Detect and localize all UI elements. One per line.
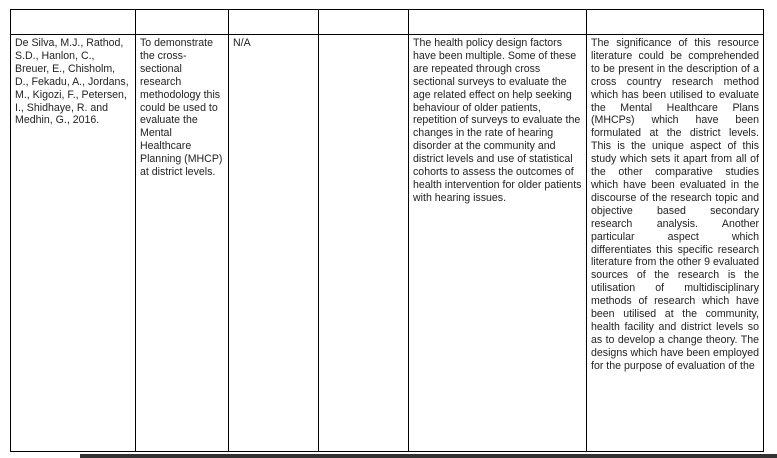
findings-cell	[409, 35, 587, 452]
author-cell	[11, 35, 136, 452]
header-cell	[319, 10, 409, 35]
na-cell	[229, 35, 319, 452]
literature-table	[10, 9, 764, 452]
significance-cell	[587, 35, 764, 452]
empty-cell	[319, 35, 409, 452]
table-header-row	[11, 10, 764, 35]
header-cell	[409, 10, 587, 35]
header-cell	[229, 10, 319, 35]
table-row	[11, 35, 764, 452]
horizontal-scrollbar[interactable]	[80, 454, 777, 458]
author-citation: De Silva, M.J., Rathod, S.D., Hanlon, C., Breuer, E., Chisholm, D., Fekadu, A., Jordans, M., Kigozi, F., Petersen, I., Shidhaye, R. and Medhin, G., 2016.	[15, 37, 129, 127]
header-cell	[587, 10, 764, 35]
aim-cell	[136, 35, 229, 452]
significance-text: The significance of this resource literature could be comprehended to be present in the description of a cross country research method which has been utilised to evaluate the Mental Healthcare Plans (MHCPs) which have been formulated at the district levels. This is the unique aspect of this study which sets it apart from all of the other comparative studies which have been evaluated in the discourse of the research topic and objective based secondary research analysis. Another particular aspect which differentiates this specific research literature from the other 9 evaluated sources of the research is the utilisation of multidisciplinary methods of research which have been utilised at the community, health facility and district levels so as to develop a change theory. The designs which have been employed for the purpose of evaluation of the	[591, 37, 759, 372]
header-cell	[136, 10, 229, 35]
findings-text: The health policy design factors have been multiple. Some of these are repeated through cross sectional surveys to evaluate the age related effect on help seeking behaviour of older patients, repetition of surveys to evaluate the changes in the rate of hearing disorder at the community and district levels and use of statistical cohorts to assess the outcomes of health intervention for older patients with hearing issues.	[413, 37, 582, 204]
na-value: N/A	[233, 37, 251, 49]
header-cell	[11, 10, 136, 35]
study-aim: To demonstrate the cross-sectional research methodology this could be used to evaluate the Mental Healthcare Planning (MHCP) at district levels.	[140, 37, 223, 179]
